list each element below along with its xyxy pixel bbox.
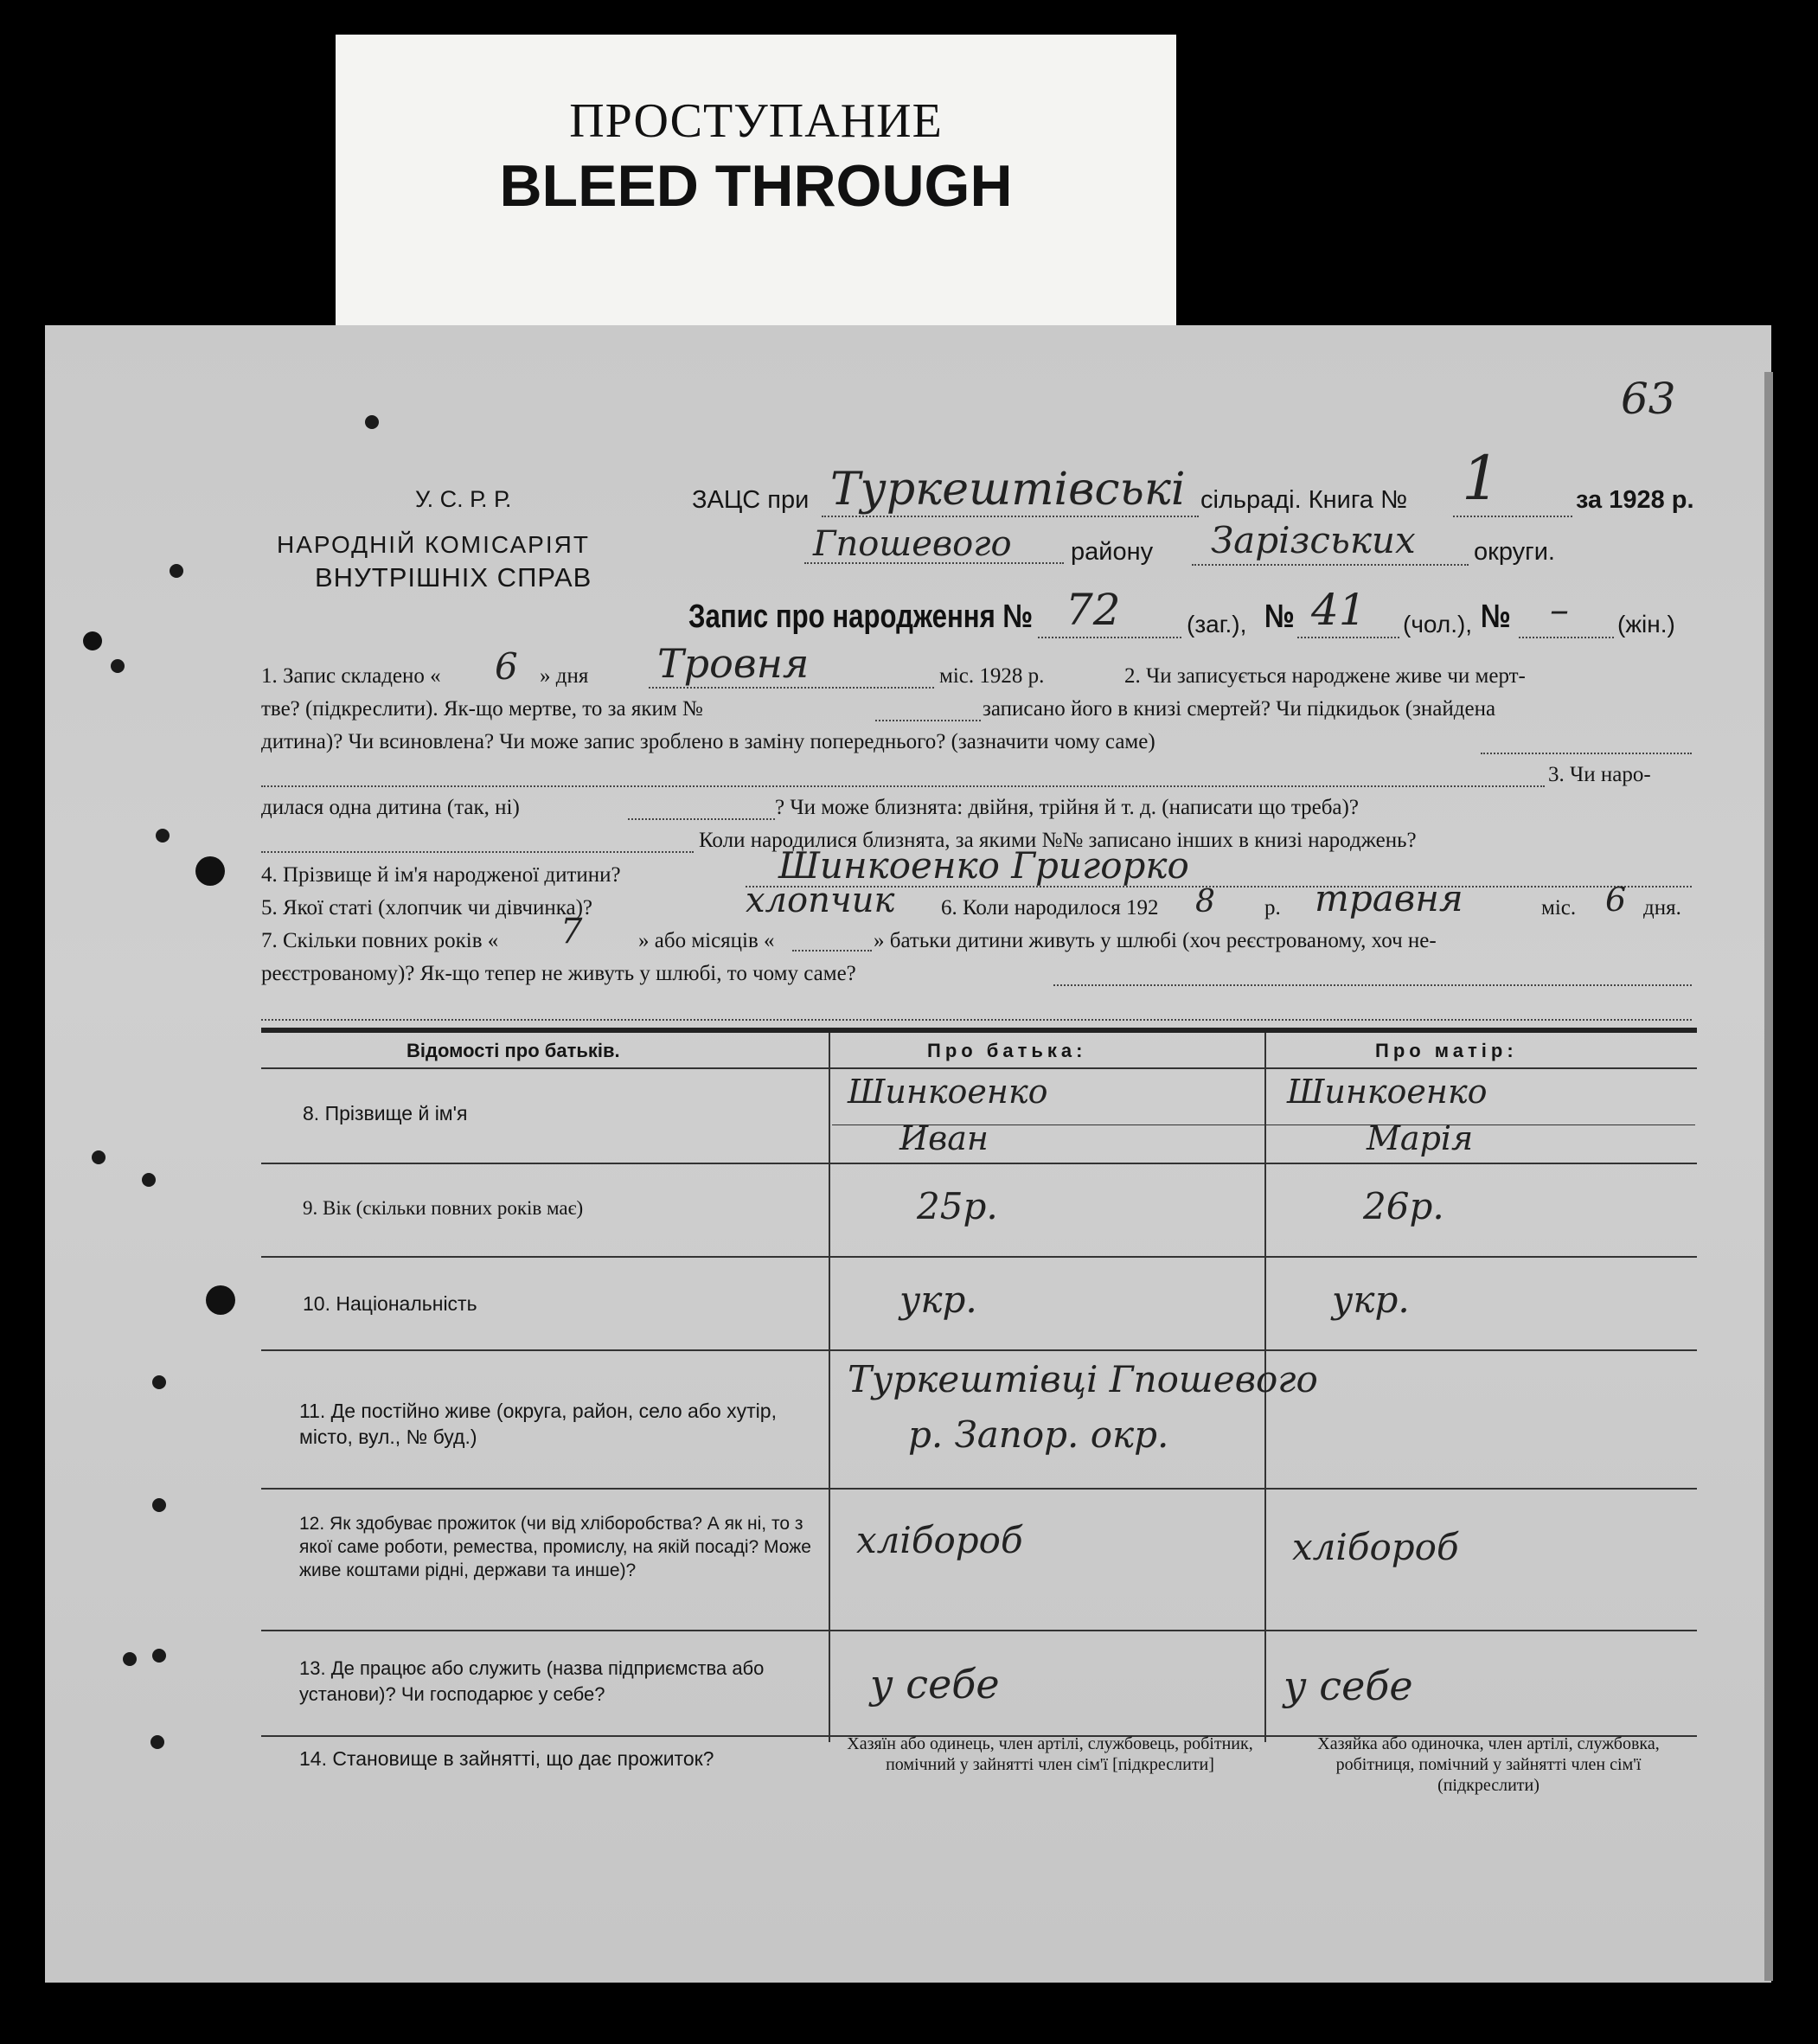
selradi-book: сільраді. Книга № (1200, 486, 1408, 514)
q7-label-a: 7. Скільки повних років « (261, 929, 499, 952)
table-rule (261, 1256, 1697, 1258)
hole-mark (152, 1649, 166, 1663)
line6: Коли народилися близнята, за якими №№ записано інших в книзі народжень? (699, 829, 1417, 852)
label-russian: ПРОСТУПАНИЕ (569, 94, 943, 148)
hole-mark (150, 1735, 164, 1749)
q6-dnia: дня. (1643, 896, 1681, 919)
q7-years: 7 (560, 912, 583, 952)
record-zhin: (жін.) (1617, 611, 1675, 638)
okruha-label: округи. (1474, 538, 1555, 566)
year-label: за 1928 р. (1576, 486, 1694, 514)
table-col-divider (829, 1033, 830, 1742)
zags-prefix: ЗАЦС при (692, 486, 810, 514)
hole-mark (123, 1652, 137, 1666)
line2: тве? (підкреслити). Як-що мертве, то за яким № (261, 697, 703, 721)
table-rule (261, 1349, 1697, 1351)
hole-mark (111, 659, 125, 673)
dots (822, 516, 1199, 517)
q1-label-a: 1. Запис складено « (261, 664, 441, 688)
row9-label: 9. Вік (скільки повних років має) (303, 1197, 584, 1219)
district-label: району (1071, 538, 1154, 566)
record-title: Запис про народження № (688, 599, 1034, 635)
q7-label-c: » батьки дитини живуть у шлюбі (хоч реєстрованому, хоч не- (874, 929, 1437, 952)
dots (1519, 637, 1614, 638)
q6-day: 6 (1605, 881, 1627, 919)
q6-month: травня (1315, 877, 1463, 919)
dots (1481, 753, 1692, 754)
table-rule (261, 1630, 1697, 1631)
q6-mis: міс. (1541, 896, 1577, 919)
record-total-number: 72 (1066, 585, 1121, 635)
dots (1053, 984, 1692, 986)
line2b: записано його в книзі смертей? Чи підкидьок (знайдена (983, 697, 1496, 721)
row9-father: 25р. (917, 1185, 998, 1227)
row10-father: укр. (899, 1278, 977, 1321)
sheet-edge (1764, 372, 1773, 1981)
hole-mark (156, 829, 170, 843)
col-header-father: Про батька: (927, 1040, 1087, 1061)
row11-address: Туркештівці Гпошевого (848, 1358, 1318, 1400)
hole-mark (92, 1150, 106, 1164)
record-female-number: – (1550, 588, 1569, 632)
dots (261, 851, 694, 853)
row12-label: 12. Як здобуває прожиток (чи від хліборобства? А як ні, то з якої саме роботи, ремества, промислу, на якій посаді? Може живе коштами рідні, держави та инше)? (299, 1514, 811, 1580)
dots (875, 720, 981, 721)
bleed-through-label (336, 35, 1176, 329)
hole-mark (170, 564, 183, 578)
row12-mother: хлібороб (1292, 1526, 1459, 1568)
q1-label-c: міс. 1928 р. (939, 664, 1045, 688)
q1-month: Тровня (657, 640, 810, 687)
row14-label: 14. Становище в зайнятті, що дає прожиток? (299, 1747, 714, 1770)
row11-address-2: р. Запор. окр. (908, 1413, 1169, 1456)
page-number: 63 (1621, 374, 1676, 424)
district-handwritten: Гпошевого (813, 524, 1012, 564)
row8-father-2: Иван (899, 1119, 989, 1157)
table-rule (261, 1488, 1697, 1490)
row8-mother: Шинкоенко (1287, 1073, 1488, 1111)
dots (649, 687, 934, 689)
q3-label: 3. Чи наро- (1548, 763, 1651, 786)
row14-mother-options: Хазяйка або одиночка, член артілі, службовка, робітниця, помічний у зайнятті член сім'ї (підкреслити) (1317, 1734, 1660, 1795)
q6-year: 8 (1195, 884, 1215, 919)
row13-mother: у себе (1283, 1663, 1413, 1709)
dots (628, 818, 775, 820)
row8-mother-2: Марія (1367, 1119, 1474, 1157)
row10-label: 10. Національність (303, 1292, 477, 1315)
row11-label: 11. Де постійно живе (округа, район, село або хутір, місто, вул., № буд.) (299, 1400, 777, 1448)
hole-mark (365, 415, 379, 429)
table-rule (261, 1163, 1697, 1164)
col-header-parents: Відомості про батьків. (406, 1040, 620, 1061)
row13-father: у себе (870, 1661, 1000, 1708)
record-chol: (чол.), (1403, 611, 1473, 638)
header-ussr: У. С. Р. Р. (415, 486, 512, 512)
hole-mark (152, 1498, 166, 1512)
record-no-sign-2: № (1481, 599, 1511, 635)
book-number: 1 (1462, 443, 1501, 514)
hole-mark (195, 856, 225, 886)
col-header-mother: Про матір: (1375, 1040, 1518, 1061)
dots (804, 562, 1064, 564)
q6-label: 6. Коли народилося 192 (941, 896, 1159, 919)
q1-day: 6 (495, 645, 518, 688)
q7-label-b: » або місяців « (638, 929, 775, 952)
record-male-number: 41 (1311, 585, 1367, 635)
table-rule (261, 1067, 1697, 1069)
q4-label: 4. Прізвище й ім'я народженої дитини? (261, 863, 621, 887)
table-top-rule (261, 1028, 1697, 1033)
hole-mark (142, 1173, 156, 1187)
record-no-sign: № (1264, 599, 1295, 635)
q7-line2: реєстрованому)? Як-що тепер не живуть у шлюбі, то чому саме? (261, 962, 856, 985)
dots (1038, 637, 1181, 638)
q1-label-b: » дня (540, 664, 589, 688)
hole-mark (206, 1285, 235, 1315)
q5-label: 5. Якої статі (хлопчик чи дівчинка)? (261, 896, 593, 919)
okruha-handwritten: Зарізських (1211, 519, 1416, 561)
dots (792, 950, 872, 952)
header-internal-affairs: ВНУТРІШНІХ СПРАВ (315, 562, 592, 593)
q6-r: р. (1264, 896, 1281, 919)
header-commissariat: НАРОДНІЙ КОМІСАРІЯТ (277, 531, 590, 558)
hole-mark (83, 631, 102, 650)
q5-sex: хлопчик (746, 881, 895, 920)
row14-father-options: Хазяїн або одинець, член артілі, службовець, робітник, помічний у зайнятті член сім'ї [підкреслити] (847, 1734, 1253, 1774)
row8-label: 8. Прізвище й ім'я (303, 1102, 468, 1125)
dots (261, 785, 1545, 787)
dots (1297, 637, 1399, 638)
line5b: ? Чи може близнята: двійня, трійня й т. д. (написати що треба)? (775, 796, 1359, 819)
row8-father: Шинкоенко (848, 1073, 1048, 1111)
zags-handwritten: Туркештівські (830, 464, 1186, 516)
dots (1453, 516, 1572, 517)
record-zag: (заг.), (1187, 611, 1247, 638)
row12-father: хлібороб (856, 1519, 1023, 1561)
dots (261, 1019, 1692, 1021)
line3: дитина)? Чи всиновлена? Чи може запис зроблено в заміну попереднього? (зазначити чому саме) (261, 730, 1155, 753)
row13-label: 13. Де працює або служить (назва підприємства або установи)? Чи господарює у себе? (299, 1657, 765, 1705)
line5a: дилася одна дитина (так, ні) (261, 796, 520, 819)
row9-mother: 26р. (1363, 1185, 1444, 1227)
q4-child-name: Шинкоенко Григорко (778, 844, 1189, 887)
hole-mark (152, 1375, 166, 1389)
row10-mother: укр. (1332, 1278, 1410, 1321)
q2-label: 2. Чи записується народжене живе чи мерт- (1124, 664, 1526, 688)
label-english: BLEED THROUGH (499, 153, 1013, 219)
dots (1192, 564, 1469, 566)
